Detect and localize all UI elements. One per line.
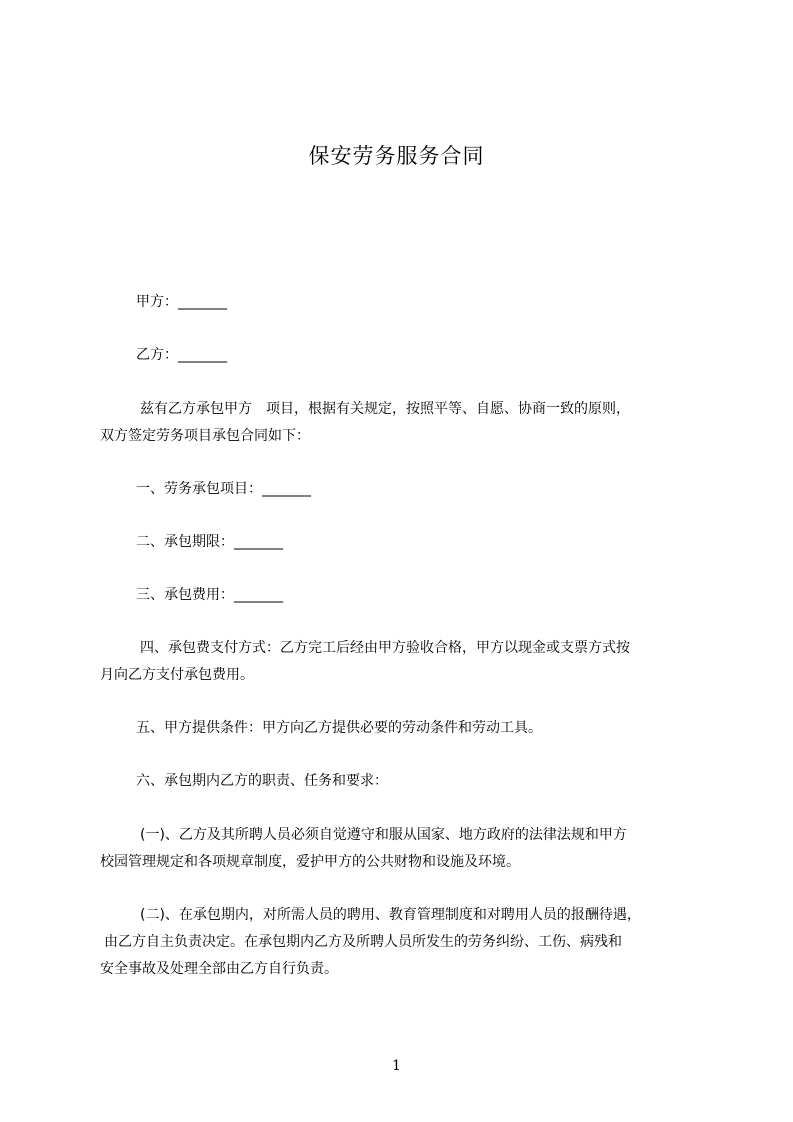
clause-6: 六、承包期内乙方的职责、任务和要求： — [136, 773, 388, 789]
page-number: 1 — [392, 1058, 401, 1074]
clause-4-line-2: 月向乙方支付承包费用。 — [100, 667, 254, 683]
clause-1: 一、劳务承包项目：_______ — [136, 481, 311, 497]
intro-line-1: 兹有乙方承包甲方 项目，根据有关规定，按照平等、自愿、协商一致的原则， — [140, 401, 630, 417]
clause-4-line-1: 四、承包费支付方式：乙方完工后经由甲方验收合格，甲方以现金或支票方式按 — [140, 640, 630, 656]
intro-line-2: 双方签定劳务项目承包合同如下： — [100, 428, 310, 444]
document-title: 保安劳务服务合同 — [308, 144, 485, 168]
sub-clause-1-line-1: (一)、乙方及其所聘人员必须自觉遵守和服从国家、地方政府的法律法规和甲方 — [140, 827, 627, 843]
sub-clause-2-line-1: (二)、在承包期内，对所需人员的聘用、教育管理制度和对聘用人员的报酬待遇， — [140, 907, 641, 923]
clause-3: 三、承包费用：_______ — [136, 587, 283, 603]
sub-clause-1-line-2: 校园管理规定和各项规章制度，爱护甲方的公共财物和设施及环境。 — [100, 854, 520, 870]
party-b-line: 乙方：_______ — [136, 347, 227, 363]
clause-5: 五、甲方提供条件：甲方向乙方提供必要的劳动条件和劳动工具。 — [136, 720, 542, 736]
sub-clause-2-line-3: 安全事故及处理全部由乙方自行负责。 — [100, 961, 338, 977]
clause-2: 二、承包期限：_______ — [136, 534, 283, 550]
party-a-line: 甲方：_______ — [136, 294, 227, 310]
sub-clause-2-line-2: 由乙方自主负责决定。在承包期内乙方及所聘人员所发生的劳务纠纷、工伤、病残和 — [104, 934, 622, 950]
